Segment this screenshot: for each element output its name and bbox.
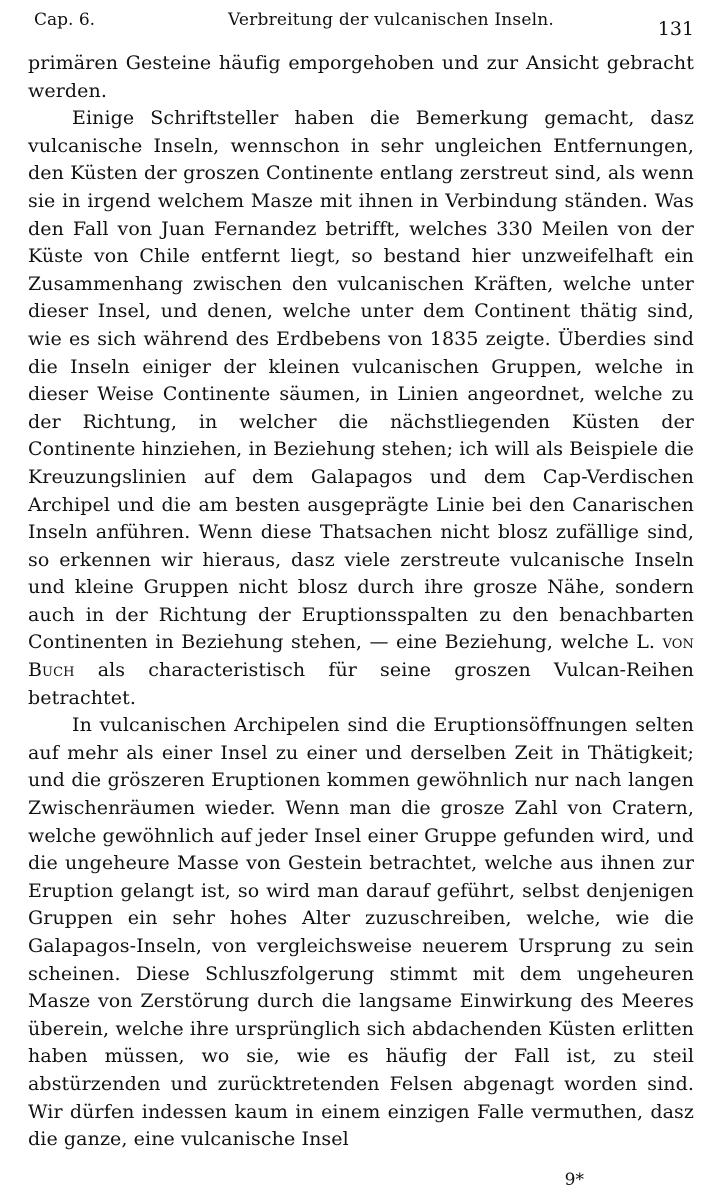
paragraph-volcanic-islands-continents — [28, 105, 694, 712]
body-text — [28, 50, 694, 1154]
signature-mark: 9* — [564, 1170, 584, 1190]
chapter-label: Cap. 6. — [34, 10, 96, 30]
author-name: von Buch — [28, 631, 695, 682]
paragraph-volcanic-archipelagos: In vulcanischen Archipelen sind die Eruptionsöffnungen selten auf mehr als einer Insel zu einer und derselben Zeit in Thätigkeit; und die gröszeren Eruptionen kommen gewöhnlich nur nach langen Zwischenräumen wieder. Wenn man die grosze Zahl von Cratern, welche gewöhnlich auf jeder Insel einer Gruppe gefunden wird, und die ungeheure Masse von Gestein betrachtet, welche aus ihnen zur Eruption gelangt ist, so wird man darauf geführt, selbst denjenigen Gruppen ein sehr hohes Alter zuzuschreiben, welche, wie die Galapagos-Inseln, von vergleichsweise neuerem Ursprung zu sein scheinen. Diese Schluszfolgerung stimmt mit dem ungeheuren Masze von Zerstörung durch die langsame Einwirkung des Meeres überein, welche ihre ursprünglich sich abdachenden Küsten erlitten haben müssen, wo sie, wie es häufig der Fall ist, zu steil abstürzenden und zurücktretenden Felsen abgenagt worden sind. Wir dürfen indessen kaum in einem einzigen Falle vermuthen, dasz die ganze, eine vulcanische Insel — [28, 714, 694, 1151]
book-page — [28, 10, 694, 1190]
page-number: 131 — [657, 18, 694, 40]
paragraph-continuation: primären Gesteine häufig emporgehoben und zur Ansicht gebracht werden. — [28, 52, 694, 102]
running-title: Verbreitung der vulcanischen Inseln. — [228, 10, 554, 30]
paragraph-text-part: Einige Schriftsteller haben die Bemerkung gemacht, dasz vulcanische Inseln, wennschon in sehr ungleichen Entfernungen, den Küsten der groszen Continente entlang zerstreut sind, als wenn sie in irgend welchem Masze mit ihnen in Verbindung ständen. Was den Fall von Juan Fernandez betrifft, welches 330 Meilen von der Küste von Chile entfernt liegt, so bestand hier unzweifelhaft ein Zusammenhang zwischen den vulcanischen Kräften, welche unter dieser Insel, und denen, welche unter dem Continent thätig sind, wie es sich während des Erdbebens von 1835 zeigte. Überdies sind die Inseln einiger der kleinen vulcanischen Gruppen, welche in dieser Weise Continente säumen, in Linien angeordnet, welche zu der Richtung, in welcher die nächstliegenden Küsten der Continente hinziehen, in Beziehung stehen; ich will als Beispiele die Kreuzungslinien auf dem Galapagos und dem Cap-Verdischen Archipel und die am besten ausgeprägte Linie bei den Canarischen Inseln anführen. Wenn diese Thatsachen nicht blosz zufällige sind, so erkennen wir hieraus, dasz viele zerstreute vulcanische Inseln und kleine Gruppen nicht blosz durch ihre grosze Nähe, sondern auch in der Richtung der Eruptionsspalten zu den benachbarten Continenten in Beziehung stehen, — eine Beziehung, welche L. — [28, 107, 694, 654]
page-header — [28, 10, 694, 50]
paragraph-text-part: als characteristisch für seine groszen Vulcan-Reihen betrachtet. — [28, 659, 694, 709]
